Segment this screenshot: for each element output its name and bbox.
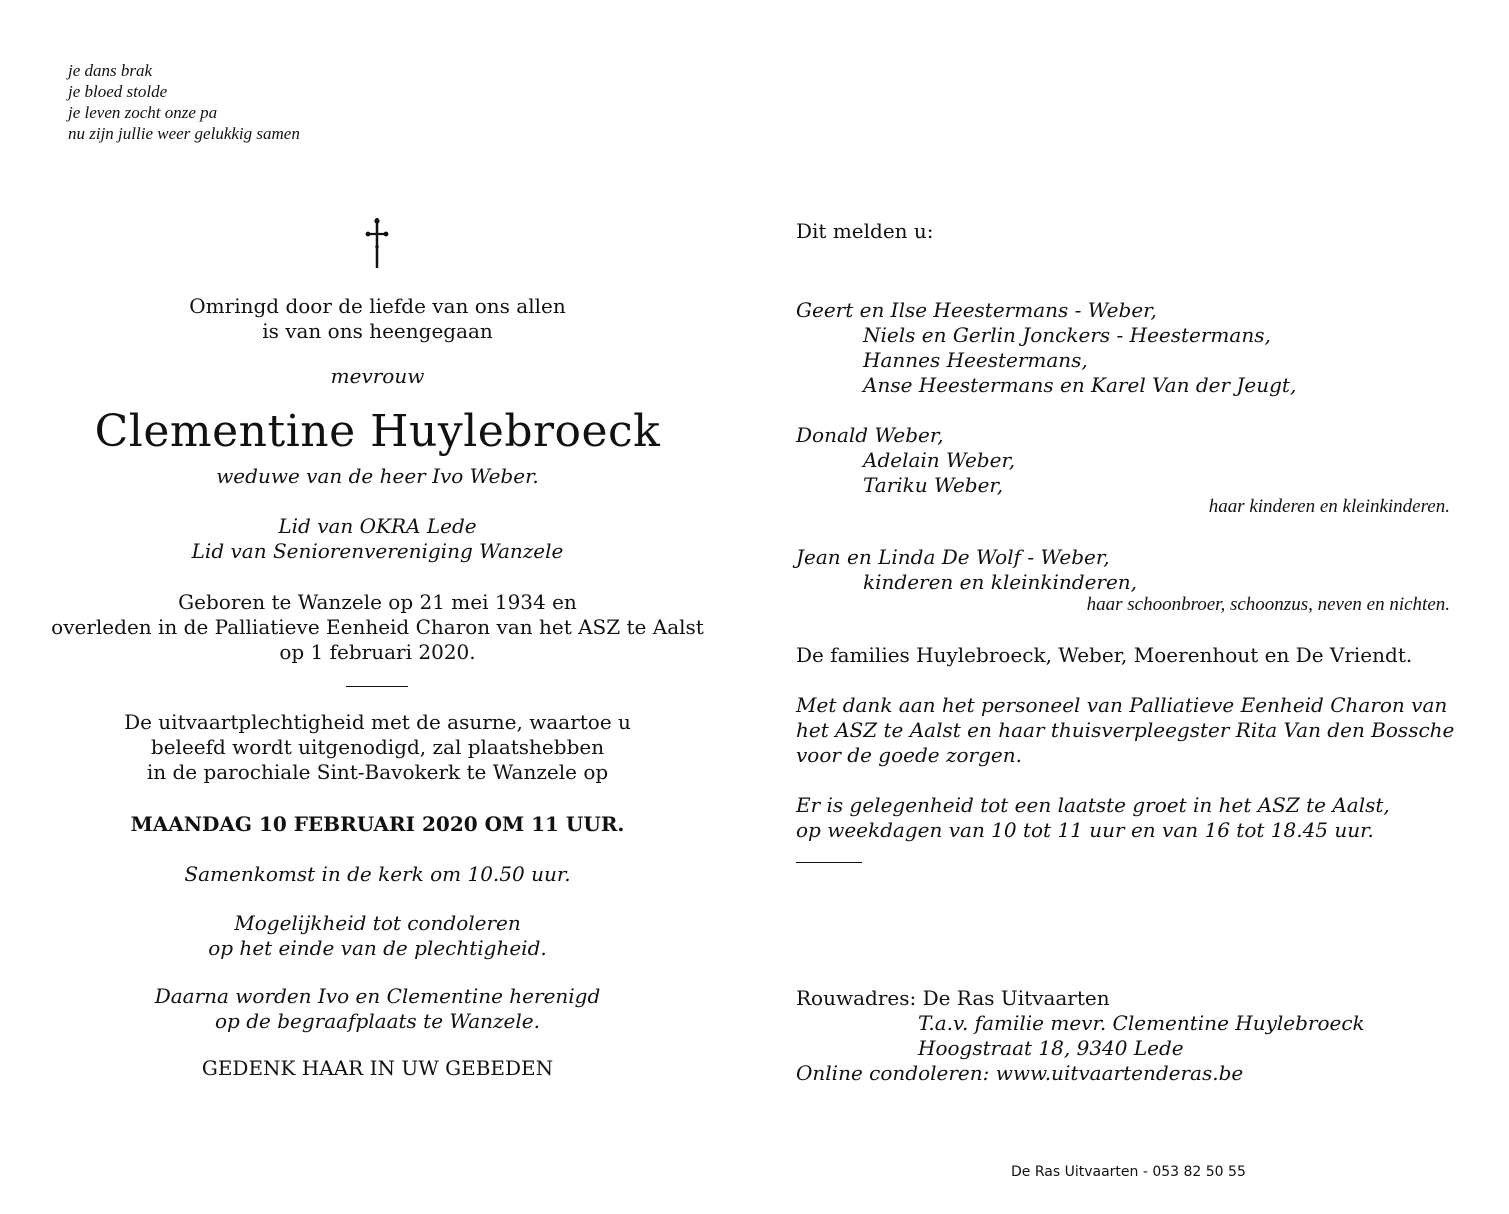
- ceremony: De uitvaartplechtigheid met de asurne, waartoe u beleefd wordt uitgenodigd, zal plaatshebben in de parochiale Sint-Bavokerk te Wanzele op: [124, 710, 631, 784]
- deceased-name: Clementine Huylebroeck: [94, 406, 661, 457]
- widow-line: weduwe van de heer Ivo Weber.: [216, 464, 539, 488]
- family-de-wolf: Jean en Linda De Wolf - Weber, kinderen en kleinkinderen,: [796, 545, 1138, 594]
- divider: [796, 862, 862, 863]
- gathering: Samenkomst in de kerk om 10.50 uur.: [184, 862, 571, 886]
- families: De families Huylebroeck, Weber, Moerenhout en De Vriendt.: [796, 643, 1413, 667]
- family-heestermans: Geert en Ilse Heestermans - Weber, Niels en Gerlin Jonckers - Heestermans, Hannes Heestermans, Anse Heestermans en Karel Van der Jeugt,: [796, 298, 1297, 397]
- cross-icon: [365, 216, 389, 270]
- condolence: Mogelijkheid tot condoleren op het einde van de plechtigheid.: [208, 911, 547, 960]
- poem-line: je leven zocht onze pa: [68, 103, 218, 122]
- memberships: Lid van OKRA Lede Lid van Seniorenvereniging Wanzele: [191, 514, 564, 563]
- visit-info: Er is gelegenheid tot een laatste groet in het ASZ te Aalst, op weekdagen van 10 tot 11 uur en van 16 tot 18.45 uur.: [796, 793, 1390, 842]
- poem-line: je bloed stolde: [68, 82, 168, 101]
- poem: [68, 60, 300, 144]
- poem-line: je dans brak: [68, 61, 153, 80]
- poem-line: nu zijn jullie weer gelukkig samen: [68, 124, 300, 143]
- divider: [346, 686, 408, 687]
- ceremony-date: MAANDAG 10 FEBRUARI 2020 OM 11 UUR.: [130, 812, 625, 836]
- address: Rouwadres: De Ras Uitvaarten T.a.v. familie mevr. Clementine Huylebroeck Hoogstraat 18, 9340 Lede Online condoleren: www.uitvaartenderas.be: [796, 986, 1365, 1085]
- announce: Dit melden u:: [796, 219, 934, 243]
- title: mevrouw: [330, 364, 425, 388]
- birth-death: Geboren te Wanzele op 21 mei 1934 en overleden in de Palliatieve Eenheid Charon van het ASZ te Aalst op 1 februari 2020.: [51, 590, 704, 664]
- relation-inlaws: haar schoonbroer, schoonzus, neven en nichten.: [1086, 594, 1450, 615]
- burial: Daarna worden Ivo en Clementine herenigd op de begraafplaats te Wanzele.: [154, 984, 601, 1033]
- thanks: Met dank aan het personeel van Palliatieve Eenheid Charon van het ASZ te Aalst en haar thuisverpleegster Rita Van den Bossche voor de goede zorgen.: [796, 693, 1455, 767]
- footer: De Ras Uitvaarten - 053 82 50 55: [1011, 1164, 1246, 1180]
- intro: Omringd door de liefde van ons allen is van ons heengegaan: [189, 294, 566, 343]
- family-weber: Donald Weber, Adelain Weber, Tariku Weber,: [796, 423, 1016, 497]
- closing: GEDENK HAAR IN UW GEBEDEN: [201, 1056, 554, 1080]
- relation-children: haar kinderen en kleinkinderen.: [1208, 496, 1450, 517]
